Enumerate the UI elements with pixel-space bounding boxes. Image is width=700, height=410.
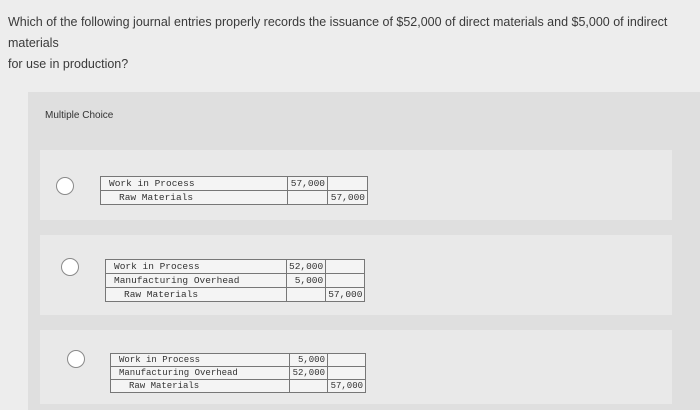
question-line-2: for use in production? xyxy=(8,57,129,71)
debit-amount xyxy=(288,191,328,205)
journal-row xyxy=(106,274,365,288)
journal-row xyxy=(111,367,366,380)
account-name: Work in Process xyxy=(101,177,288,191)
account-name: Work in Process xyxy=(111,354,290,367)
debit-amount: 5,000 xyxy=(287,274,326,288)
journal-entry-2 xyxy=(105,259,365,302)
account-name: Manufacturing Overhead xyxy=(106,274,287,288)
journal-row xyxy=(106,260,365,274)
journal-row xyxy=(111,380,366,393)
account-name: Work in Process xyxy=(106,260,287,274)
account-name: Raw Materials xyxy=(101,191,288,205)
account-name: Raw Materials xyxy=(111,380,290,393)
journal-row xyxy=(111,354,366,367)
credit-amount: 57,000 xyxy=(328,380,366,393)
account-name: Raw Materials xyxy=(106,288,287,302)
choice-radio-3[interactable] xyxy=(67,350,85,368)
credit-amount xyxy=(326,260,365,274)
credit-amount xyxy=(328,354,366,367)
debit-amount xyxy=(290,380,328,393)
credit-amount: 57,000 xyxy=(328,191,368,205)
credit-amount xyxy=(328,367,366,380)
journal-row xyxy=(101,191,368,205)
credit-amount xyxy=(328,177,368,191)
debit-amount xyxy=(287,288,326,302)
multiple-choice-label: Multiple Choice xyxy=(45,110,114,121)
question-line-1: Which of the following journal entries properly records the issuance of $52,000 of direct materials and $5,000 of indirect materials xyxy=(8,15,668,50)
account-name: Manufacturing Overhead xyxy=(111,367,290,380)
credit-amount: 57,000 xyxy=(326,288,365,302)
journal-row xyxy=(106,288,365,302)
question-text xyxy=(8,12,700,75)
credit-amount xyxy=(326,274,365,288)
journal-entry-1 xyxy=(100,176,368,205)
choice-radio-1[interactable] xyxy=(56,177,74,195)
debit-amount: 57,000 xyxy=(288,177,328,191)
journal-row xyxy=(101,177,368,191)
debit-amount: 52,000 xyxy=(287,260,326,274)
debit-amount: 5,000 xyxy=(290,354,328,367)
choice-radio-2[interactable] xyxy=(61,258,79,276)
journal-entry-3 xyxy=(110,353,366,393)
debit-amount: 52,000 xyxy=(290,367,328,380)
